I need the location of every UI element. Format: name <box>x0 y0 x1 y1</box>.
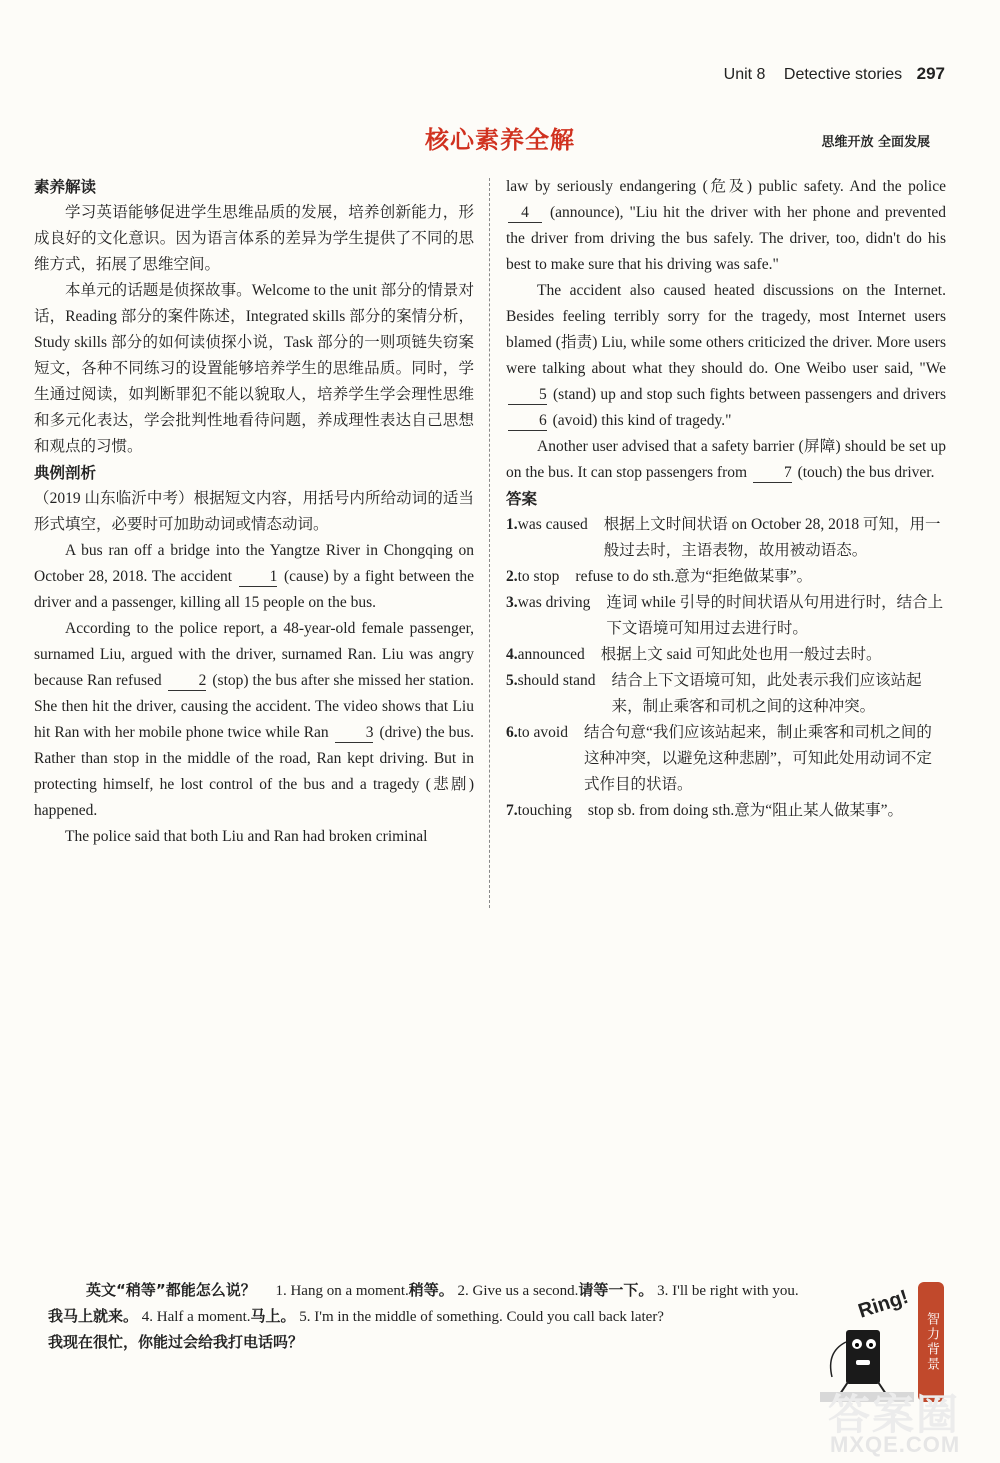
section-slogan: 思维开放 全面发展 <box>821 135 930 150</box>
column-divider <box>489 178 490 908</box>
ring-text: Ring! <box>855 1285 911 1323</box>
right-column <box>506 174 946 824</box>
exercise-instructions: （2019 山东临沂中考）根据短文内容，用括号内所给动词的适当形式填空，必要时可加助动词或情态动词。 <box>34 490 474 533</box>
blank-3: 3 <box>335 724 374 743</box>
passage-paragraph: law by seriously endangering (危及) public safety. And the police 4 (announce), "Liu hit the driver with her phone and prevented the driver from driving the bus safely. The driver, too, didn't do his best to make sure that his driving was safe." <box>506 178 946 273</box>
tip-box: 英文“稍等”都能怎么说？ 1. Hang on a moment.稍等。 2. Give us a second.请等一下。 3. I'll be right with you.我马上就来。 4. Half a moment.马上。 5. I'm in the middle of something. Could you call back later? 我现在很忙，你能过会给我打电话吗？ <box>48 1281 799 1351</box>
blank-2: 2 <box>168 672 207 691</box>
blank-6: 6 <box>508 412 547 431</box>
paragraph: 学习英语能够促进学生思维品质的发展，培养创新能力，形成良好的文化意识。因为语言体系的差异为学生提供了不同的思维方式，拓展了思维空间。 <box>34 204 474 273</box>
answer-item: 4. announced 根据上文 said 可知此处也用一般过去时。 <box>506 646 882 663</box>
section-title: 核心素养全解 <box>425 126 575 154</box>
page-number: 297 <box>916 64 945 83</box>
passage-paragraph: A bus ran off a bridge into the Yangtze River in Chongqing on October 28, 2018. The accident 1 (cause) by a fight between the driver and a passenger, killing all 15 people on the bus. <box>34 542 475 611</box>
passage-paragraph: According to the police report, a 48-year-old female passenger, surnamed Liu, argued with the driver, surnamed Ran. Liu was angry because Ran refused 2 (stop) the bus after she missed her station. She then hit the driver, causing the accident. The video shows that Liu hit Ran with her mobile phone twice while Ran 3 (drive) the bus. Rather than stop in the middle of the road, Ran kept driving. But in protecting himself, he lost control of the bus and a tragedy (悲剧) happened. <box>34 620 475 819</box>
answer-item: 7. touching stop sb. from doing sth.意为“阻止某人做某事”。 <box>506 802 904 819</box>
watermark-url: MXQE.COM <box>830 1432 961 1457</box>
blank-4: 4 <box>508 204 542 223</box>
running-header <box>724 64 945 84</box>
watermark: 答案圈 <box>828 1390 961 1439</box>
answer-item: 5. should stand 结合上下文语境可知，此处表示我们应该站起来，制止乘客和司机之间的这种冲突。 <box>506 672 922 715</box>
heading-literacy: 素养解读 <box>34 178 97 196</box>
blank-7: 7 <box>753 464 792 483</box>
paragraph: 本单元的话题是侦探故事。Welcome to the unit 部分的情景对话，Reading 部分的案件陈述，Integrated skills 部分的案情分析，Study skills 部分的如何读侦探小说，Task 部分的一则项链失窃案短文，各种不同练习的设置能够培养学生的思维品质。同时，学生通过阅读，如判断罪犯不能以貌取人，培养学生学会理性思维和多元化表达，学会批判性地看待问题，养成理性表达自己思想和观点的习惯。 <box>34 282 474 455</box>
passage-paragraph: Another user advised that a safety barrier (屏障) should be set up on the bus. It can stop passengers from 7 (touch) the bus driver. <box>506 438 946 481</box>
blank-5: 5 <box>508 386 547 405</box>
answer-list <box>506 512 946 824</box>
blank-1: 1 <box>239 568 278 587</box>
heading-example: 典例剖析 <box>34 464 97 482</box>
left-column <box>34 174 474 850</box>
answer-item: 1. was caused 根据上文时间状语 on October 28, 2018 可知，用一般过去时，主语表物，故用被动语态。 <box>506 516 941 559</box>
passage-paragraph: The police said that both Liu and Ran had broken criminal <box>65 828 428 845</box>
unit-topic: Detective stories <box>783 66 903 83</box>
answers-heading: 答案 <box>506 490 538 508</box>
answer-item: 2. to stop refuse to do sth.意为“拒绝做某事”。 <box>506 568 813 585</box>
answer-item: 6. to avoid 结合句意“我们应该站起来，制止乘客和司机之间的这种冲突，以避免这种悲剧”，可知此处用动词不定式作目的状语。 <box>506 724 932 793</box>
unit-label: Unit 8 <box>723 66 766 83</box>
tip-title: 英文“稍等”都能怎么说？ <box>86 1281 256 1299</box>
passage-paragraph: The accident also caused heated discussions on the Internet. Besides feeling terribly sorry for the tragedy, most Internet users blamed (指责) Liu, while some others criticized the driver. More users were talking about what they should do. One Weibo user said, "We 5 (stand) up and stop such fights between passengers and drivers 6 (avoid) this kind of tragedy." <box>506 282 947 429</box>
side-badge: 智力背景 <box>918 1282 944 1402</box>
answer-item: 3. was driving 连词 while 引导的时间状语从句用进行时，结合上下文语境可知用过去进行时。 <box>506 594 944 637</box>
